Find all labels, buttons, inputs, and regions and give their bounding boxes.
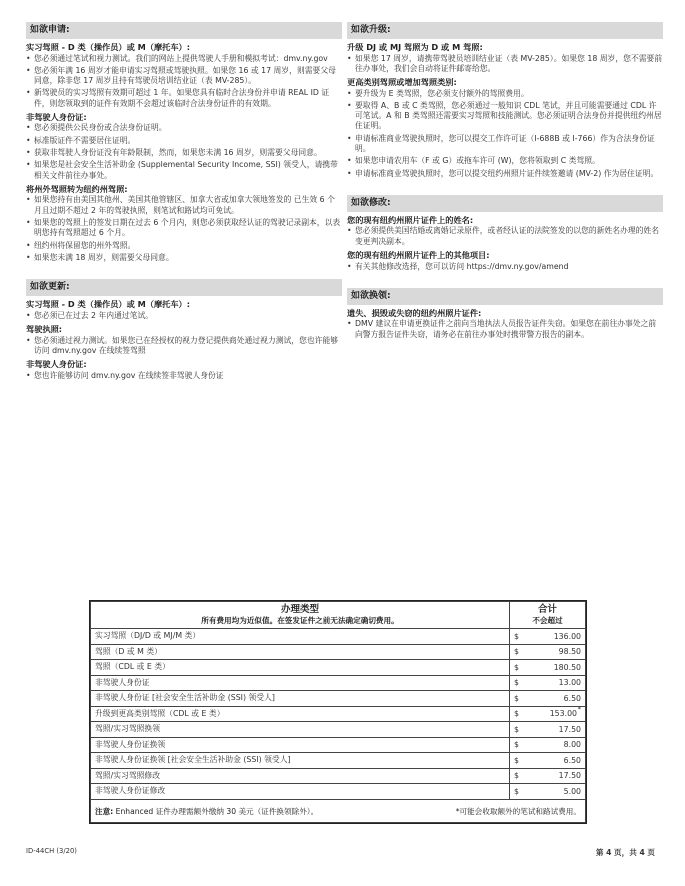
- list-item: • 您必须提供美国结婚或离婚记录原件，或者经认证的法院签发的以您的新姓名办理的姓名变更判决副本。: [347, 226, 663, 247]
- modify-heading: 如欲修改:: [347, 195, 663, 212]
- list-item: • 纽约州将保留您的州外驾照。: [26, 241, 342, 251]
- table-row: [91, 753, 586, 769]
- list-item: • 如果您 17 周岁，请携带驾驶员培训结业证（表 MV-285）。如果您 18 周岁，您不需要前往办事处，我们会自动将证件邮寄给您。: [347, 54, 663, 75]
- fee-row-amount-cell: [510, 675, 586, 691]
- right-column: [347, 22, 663, 342]
- table-row: [91, 691, 586, 707]
- fee-row-currency: $: [514, 631, 519, 641]
- list-item: • 您也许能够访问 dmv.ny.gov 在线续签非驾驶人身份证: [26, 371, 342, 381]
- fee-row-amount: 13.00: [558, 678, 581, 688]
- apply-learner-permit-list: [26, 54, 342, 109]
- upgrade-dj-mj-subheading: 升级 DJ 或 MJ 驾照为 D 或 M 驾照:: [347, 42, 483, 52]
- fee-row-label: 驾照（CDL 或 E 类）: [91, 660, 510, 676]
- fee-row-label: 非驾驶人身份证换领 [社会安全生活补助金 (SSI) 领受人]: [91, 753, 510, 769]
- fee-row-amount-cell: [510, 660, 586, 676]
- apply-transfer-subheading: 将州外驾照转为纽约州驾照:: [26, 183, 128, 194]
- upgrade-heading: 如欲升级:: [347, 22, 663, 39]
- fee-row-amount-cell: [510, 706, 586, 722]
- apply-learner-permit-subheading: 实习驾照 - D 类（操作员）或 M（摩托车）:: [26, 42, 191, 52]
- table-row: [91, 675, 586, 691]
- list-item: • 您必须已在过去 2 年内通过笔试。: [26, 311, 342, 321]
- list-item: • 要取得 A、B 或 C 类驾照，您必须通过一般知识 CDL 笔试，并且可能需要通过 CDL 许可笔试。A 和 B 类驾照还需要实习驾照和技能测试。您必须证明合法身份并提供纽约州居住证明。: [347, 101, 663, 132]
- list-item: • 如果您申请农用车（F 或 G）或拖车许可 (W)，您将领取到 C 类驾照。: [347, 156, 663, 166]
- list-item: • 有关其他修改选择，您可以访问 https://dmv.ny.gov/amend: [347, 262, 663, 272]
- renew-learner-permit-list: [26, 311, 342, 321]
- fee-table-title: 办理类型: [280, 604, 319, 615]
- fee-row-currency: $: [514, 740, 519, 750]
- fee-row-currency: $: [514, 709, 519, 719]
- fee-row-amount-cell: [510, 722, 586, 738]
- apply-transfer-list: [26, 195, 342, 263]
- fee-row-label: 实习驾照（DJ/D 或 MJ/M 类）: [91, 629, 510, 645]
- apply-non-driver-id-list: [26, 123, 342, 180]
- table-row: [91, 768, 586, 784]
- fee-table-max-label: 不会超过: [532, 616, 563, 625]
- note-label: 注意:: [95, 806, 114, 816]
- list-item: • DMV 建议在申请更换证件之前向当地执法人员报告证件失窃。如果您在前往办事处之前向警方报告证件失窃，请务必在前往办事处时携带警方报告的副本。: [347, 319, 663, 340]
- list-item: • 申请标准商业驾驶执照时，您可以提交纽约州照片证件续签邀请 (MV-2) 作为居住证明。: [347, 169, 663, 179]
- fee-row-amount-cell: [510, 737, 586, 753]
- fee-table-header-total: [510, 602, 586, 629]
- fee-row-amount-cell: [510, 629, 586, 645]
- fee-row-footnote-star: *: [577, 704, 581, 713]
- fee-row-amount-cell: [510, 768, 586, 784]
- list-item: • 您必须年满 16 周岁才能申请实习驾照或驾驶执照。如果您 16 或 17 周岁，则需要父母同意，除非您 17 周岁且持有驾驶员培训结业证（表 MV-285）。: [26, 66, 342, 87]
- list-item: • 如果您是社会安全生活补助金 (Supplemental Security Income, SSI) 领受人，请携带相关文件前往办事处。: [26, 160, 342, 181]
- fee-row-amount: 5.00: [563, 786, 581, 796]
- fee-row-amount: 6.50: [563, 755, 581, 765]
- fee-table-header-type: [91, 602, 510, 629]
- list-item: • 要升级为 E 类驾照，您必须支付额外的驾照费用。: [347, 89, 663, 99]
- fee-row-label: 非驾驶人身份证换领: [91, 737, 510, 753]
- table-row: [91, 706, 586, 722]
- modify-name-list: [347, 226, 663, 247]
- fee-row-amount-cell: [510, 753, 586, 769]
- list-item: • 新驾驶员的实习驾照有效期可超过 1 年。如果您具有临时合法身份并申请 REAL ID 证件，则您领取到的证件有效期不会超过该临时合法身份证件的有效期。: [26, 88, 342, 109]
- fee-row-amount-cell: [510, 644, 586, 660]
- table-row: [91, 737, 586, 753]
- fee-row-label: 非驾驶人身份证 [社会安全生活补助金 (SSI) 领受人]: [91, 691, 510, 707]
- upgrade-class-list: [347, 89, 663, 179]
- table-row: [91, 644, 586, 660]
- fee-row-amount: 17.50: [558, 771, 581, 781]
- list-item: • 申请标准商业驾驶执照时，您可以提交工作许可证（I-688B 或 I-766）作为合法身份证明。: [347, 134, 663, 155]
- fee-row-currency: $: [514, 786, 519, 796]
- fee-table-note: [91, 799, 586, 822]
- fee-row-label: 驾照/实习驾照修改: [91, 768, 510, 784]
- list-item: • 获取非驾驶人身份证没有年龄限制，然而，如果您未满 16 周岁，则需要父母同意。: [26, 148, 342, 158]
- apply-non-driver-id-subheading: 非驾驶人身份证:: [26, 111, 87, 122]
- renew-license-subheading: 驾驶执照:: [26, 324, 63, 335]
- list-item: • 如果您持有由美国其他州、美国其他管辖区、加拿大省或加拿大领地签发的 已生效 6 个月且过期不超过 2 年的驾驶执照，则笔试和路试均可免试。: [26, 195, 342, 216]
- apply-heading: 如欲申请:: [26, 22, 342, 39]
- renew-license-list: [26, 336, 342, 357]
- modify-name-subheading: 您的现有纽约州照片证件上的姓名:: [347, 214, 474, 225]
- renew-heading: 如欲更新:: [26, 279, 342, 296]
- replace-lost-list: [347, 319, 663, 340]
- fee-row-currency: $: [514, 724, 519, 734]
- table-row: [91, 660, 586, 676]
- fee-row-amount: 17.50: [558, 724, 581, 734]
- upgrade-class-subheading: 更高类别驾照或增加驾照类别:: [347, 77, 457, 88]
- table-row: [91, 784, 586, 800]
- fee-row-label: 非驾驶人身份证: [91, 675, 510, 691]
- fee-row-currency: $: [514, 662, 519, 672]
- fee-row-currency: $: [514, 678, 519, 688]
- fee-row-amount-cell: [510, 784, 586, 800]
- fee-row-label: 升级到更高类别驾照（CDL 或 E 类）: [91, 706, 510, 722]
- renew-non-driver-id-subheading: 非驾驶人身份证:: [26, 359, 87, 370]
- renew-learner-permit-subheading: 实习驾照 - D 类（操作员）或 M（摩托车）:: [26, 299, 191, 310]
- fee-row-amount-cell: [510, 691, 586, 707]
- fee-table-subtitle: 所有费用均为近似值。在签发证件之前无法确定确切费用。: [201, 616, 399, 625]
- upgrade-dj-mj-list: [347, 54, 663, 75]
- list-item: • 标准版证件不需要居住证明。: [26, 136, 342, 146]
- renew-non-driver-id-list: [26, 371, 342, 381]
- fee-row-amount: 8.00: [563, 740, 581, 750]
- fee-table-total-label: 合计: [537, 604, 557, 615]
- table-row: [91, 722, 586, 738]
- fee-row-currency: $: [514, 771, 519, 781]
- fee-row-currency: $: [514, 693, 519, 703]
- left-column: [26, 22, 342, 383]
- table-row: [91, 629, 586, 645]
- fee-row-label: 驾照/实习驾照换领: [91, 722, 510, 738]
- page-number: 第 4 页，共 4 页: [595, 848, 655, 857]
- fee-row-amount: 6.50: [563, 693, 581, 703]
- note-text: Enhanced 证件办理需额外缴纳 30 美元（证件换领除外）。: [115, 806, 319, 816]
- fee-row-label: 非驾驶人身份证修改: [91, 784, 510, 800]
- list-item: • 如果您未满 18 周岁，则需要父母同意。: [26, 253, 342, 263]
- modify-other-subheading: 您的现有纽约州照片证件上的其他项目:: [347, 250, 490, 261]
- modify-other-list: [347, 262, 663, 272]
- list-item: • 如果您的驾照上的签发日期在过去 6 个月内，则您必须获取经认证的驾驶记录副本，以表明您持有驾照超过 6 个月。: [26, 218, 342, 239]
- form-id: ID-44CH (3/20): [26, 847, 77, 855]
- fee-row-currency: $: [514, 647, 519, 657]
- fee-row-label: 驾照（D 或 M 类）: [91, 644, 510, 660]
- replace-lost-subheading: 遗失、损毁或失窃的纽约州照片证件:: [347, 307, 482, 318]
- list-item: • 您必须通过笔试和视力测试。我们的网站上提供驾驶人手册和模拟考试：dmv.ny.gov: [26, 54, 342, 64]
- list-item: • 您必须提供公民身份或合法身份证明。: [26, 123, 342, 133]
- note-right: *可能会收取额外的笔试和路试费用。: [455, 806, 581, 816]
- fee-row-amount: 98.50: [558, 647, 581, 657]
- fee-table: [89, 600, 587, 824]
- fee-row-currency: $: [514, 755, 519, 765]
- fee-row-amount: 180.50: [553, 662, 581, 672]
- fee-row-amount: 153.00: [549, 709, 577, 719]
- fee-row-amount: 136.00: [553, 631, 581, 641]
- list-item: • 您必须通过视力测试。如果您已在经授权的视力登记提供商处通过视力测试，您也许能够访问 dmv.ny.gov 在线续签驾照: [26, 336, 342, 357]
- replace-heading: 如欲换领:: [347, 288, 663, 305]
